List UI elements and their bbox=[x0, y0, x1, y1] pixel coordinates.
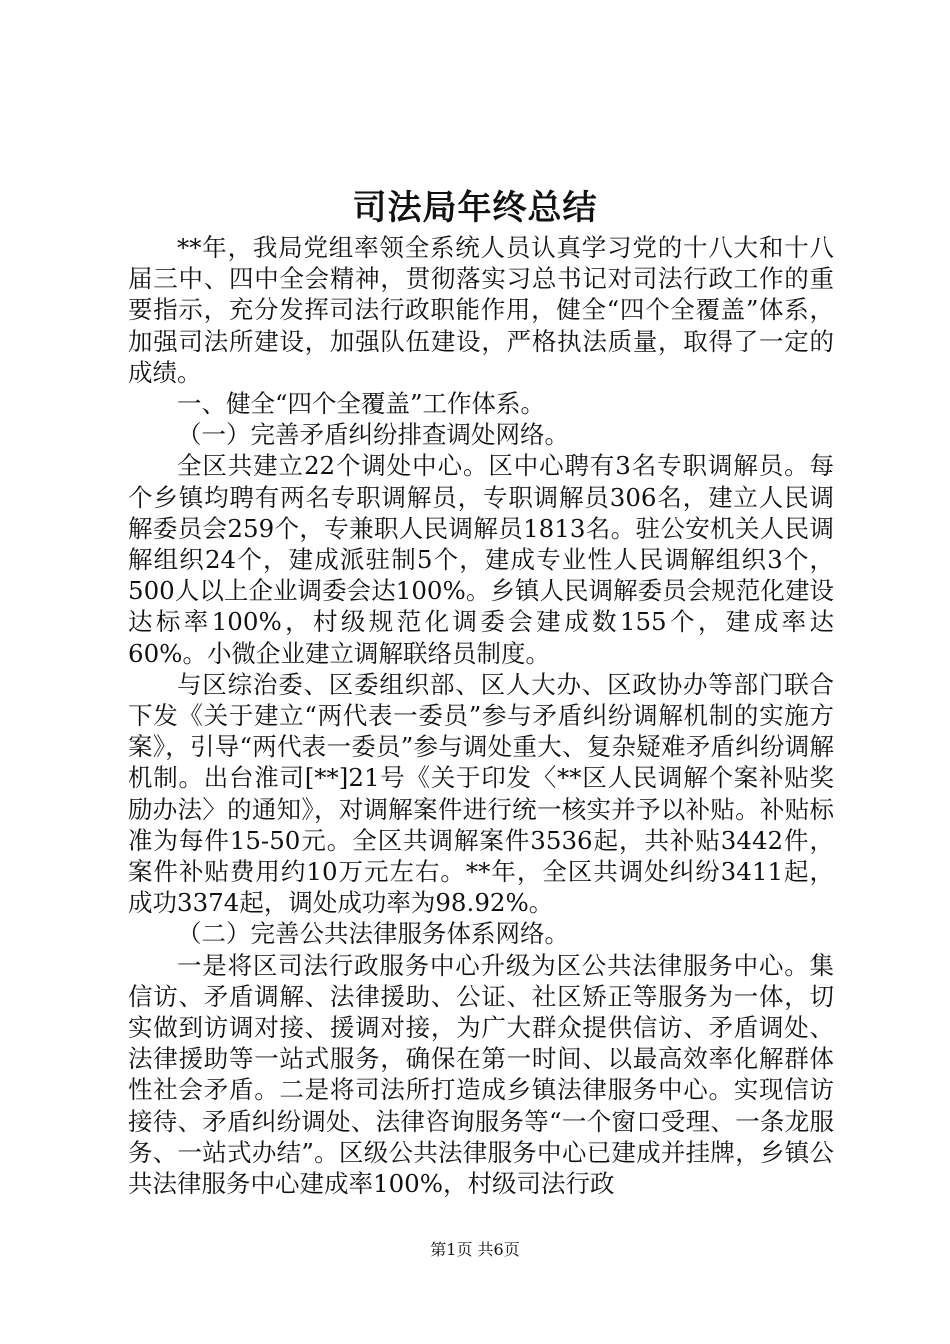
paragraph-legal-service: 一是将区司法行政服务中心升级为区公共法律服务中心。集信访、矛盾调解、法律援助、公证、社区矫正等服务为一体，切实做到访调对接、援调对接，为广大群众提供信访、矛盾调处、法律援助等一站式服务，确保在第一时间、以最高效率化解群体性社会矛盾。二是将司法所打造成乡镇法律服务中心。实现信访接待、矛盾纠纷调处、法律咨询服务等“一个窗口受理、一条龙服务、一站式办结”。区级公共法律服务中心已建成并挂牌，乡镇公共法律服务中心建成率100%，村级司法行政 bbox=[128, 950, 834, 1199]
document-title: 司法局年终总结 bbox=[352, 188, 598, 228]
section-heading-1: 一、健全“四个全覆盖”工作体系。 bbox=[177, 389, 546, 419]
subsection-heading-1: （一）完善矛盾纠纷排查调处网络。 bbox=[177, 420, 569, 450]
paragraph-mediation-mechanism: 与区综治委、区委组织部、区人大办、区政协办等部门联合下发《关于建立“两代表一委员”参与矛盾纠纷调解机制的实施方案》，引导“两代表一委员”参与调处重大、复杂疑难矛盾纠纷调解机制。出台淮司[**]21号《关于印发〈**区人民调解个案补贴奖励办法〉的通知》，对调解案件进行统一核实并予以补贴。补贴标准为每件15-50元。全区共调解案件3536起，共补贴3442件，案件补贴费用约10万元左右。**年，全区共调处纠纷3411起，成功3374起，调处成功率为98.92%。 bbox=[128, 669, 834, 918]
paragraph-intro: **年，我局党组率领全系统人员认真学习党的十八大和十八届三中、四中全会精神，贯彻落实习总书记对司法行政工作的重要指示，充分发挥司法行政职能作用，健全“四个全覆盖”体系，加强司法所建设，加强队伍建设，严格执法质量，取得了一定的成绩。 bbox=[128, 233, 834, 387]
paragraph-mediation-stats: 全区共建立22个调处中心。区中心聘有3名专职调解员。每个乡镇均聘有两名专职调解员，专职调解员306名，建立人民调解委员会259个，专兼职人民调解员1813名。驻公安机关人民调解组织24个，建成派驻制5个，建成专业性人民调解组织3个，500人以上企业调委会达100%。乡镇人民调解委员会规范化建设达标率100%，村级规范化调委会建成数155个，建成率达60%。小微企业建立调解联络员制度。 bbox=[128, 451, 834, 668]
page-number-footer: 第1页 共6页 bbox=[430, 1240, 520, 1259]
document-body bbox=[128, 232, 834, 1199]
subsection-heading-2: （二）完善公共法律服务体系网络。 bbox=[177, 919, 569, 949]
